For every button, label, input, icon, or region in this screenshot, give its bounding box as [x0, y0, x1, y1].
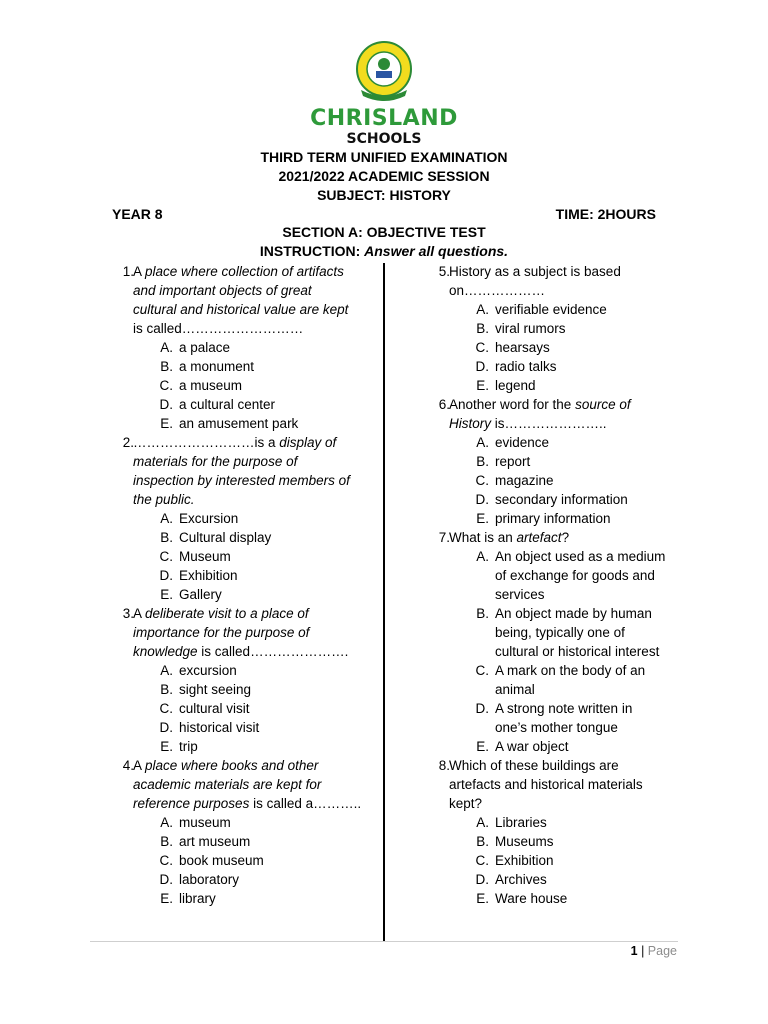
option-text: cultural visit — [179, 701, 250, 716]
question-text: A place where collection of artifacts and important objects of great cultural and historical value are kept is called……………………… — [133, 264, 349, 336]
school-name: CHRISLAND — [310, 106, 458, 131]
column-divider — [383, 263, 385, 941]
option-text: hearsays — [495, 340, 550, 355]
option-letter: C. — [475, 853, 489, 868]
option-text: A mark on the body of an animal — [495, 663, 646, 697]
question-text: History as a subject is based on……………… — [449, 264, 621, 298]
option-letter: D. — [159, 397, 173, 412]
option-letter: D. — [475, 492, 489, 507]
option-letter: C. — [159, 701, 173, 716]
option-text: library — [179, 891, 216, 906]
question-number: 8. — [438, 758, 450, 773]
option-text: radio talks — [495, 359, 557, 374]
option-letter: C. — [475, 473, 489, 488]
option-letter: C. — [475, 340, 489, 355]
option-letter: E. — [476, 739, 489, 754]
option-letter: B. — [160, 834, 173, 849]
question-text: Which of these buildings are artefacts and historical materials kept? — [449, 758, 643, 811]
question-text: ………………………is a display of materials for the purpose of inspection by interested members of the public. — [133, 435, 350, 507]
option-letter: A. — [476, 435, 489, 450]
option-text: Libraries — [495, 815, 547, 830]
option-text: book museum — [179, 853, 264, 868]
option-letter: D. — [475, 701, 489, 716]
page-footer — [631, 944, 677, 958]
option-text: art museum — [179, 834, 251, 849]
option-text: a palace — [179, 340, 231, 355]
option-text: laboratory — [179, 872, 240, 887]
option-text: Museum — [179, 549, 231, 564]
footer-rule — [90, 941, 678, 942]
question-number: 5. — [438, 264, 450, 279]
option-letter: A. — [476, 815, 489, 830]
question-text: A place where books and other academic materials are kept for reference purposes is called a……….. — [133, 758, 362, 811]
subject-line: SUBJECT: HISTORY — [317, 187, 451, 203]
question-number: 7. — [438, 530, 450, 545]
question-number: 2. — [122, 435, 134, 450]
page-label: Page — [647, 944, 677, 958]
option-letter: B. — [160, 359, 173, 374]
instruction-text: Answer all questions. — [364, 243, 509, 259]
option-text: trip — [179, 739, 198, 754]
option-letter: A. — [160, 815, 173, 830]
option-letter: B. — [476, 321, 489, 336]
option-letter: E. — [160, 416, 173, 431]
option-letter: B. — [476, 834, 489, 849]
option-text: historical visit — [179, 720, 260, 735]
question-number: 4. — [122, 758, 134, 773]
school-subtitle: SCHOOLS — [346, 131, 422, 147]
option-text: A war object — [495, 739, 569, 754]
option-text: primary information — [495, 511, 611, 526]
option-text: legend — [495, 378, 536, 393]
school-logo — [355, 40, 413, 106]
option-text: evidence — [495, 435, 550, 450]
option-text: viral rumors — [495, 321, 566, 336]
page-number: 1 — [630, 944, 638, 958]
option-letter: C. — [159, 378, 173, 393]
option-letter: E. — [476, 378, 489, 393]
option-letter: D. — [159, 872, 173, 887]
page-separator: | — [641, 944, 645, 958]
question-number: 1. — [122, 264, 134, 279]
option-letter: E. — [476, 511, 489, 526]
option-letter: A. — [476, 302, 489, 317]
instruction-label: INSTRUCTION: — [259, 243, 361, 259]
option-text: An object made by human being, typically one of cultural or historical interest — [495, 606, 660, 659]
option-letter: C. — [159, 853, 173, 868]
option-text: Cultural display — [179, 530, 272, 545]
option-text: an amusement park — [179, 416, 299, 431]
question-text: A deliberate visit to a place of importance for the purpose of knowledge is called…………………. — [133, 606, 349, 659]
option-letter: D. — [475, 872, 489, 887]
option-text: An object used as a medium of exchange for goods and services — [495, 549, 666, 602]
option-text: a monument — [179, 359, 255, 374]
option-text: museum — [179, 815, 231, 830]
option-letter: B. — [476, 454, 489, 469]
option-text: magazine — [495, 473, 554, 488]
instruction-line — [0, 243, 768, 259]
option-text: Ware house — [495, 891, 568, 906]
option-text: Gallery — [179, 587, 222, 602]
option-letter: C. — [159, 549, 173, 564]
class-label: YEAR 8 — [112, 206, 163, 222]
option-text: A strong note written in one’s mother tongue — [495, 701, 633, 735]
question-number: 3. — [122, 606, 134, 621]
option-letter: D. — [159, 568, 173, 583]
option-text: Excursion — [179, 511, 239, 526]
option-text: Museums — [495, 834, 554, 849]
option-text: Exhibition — [495, 853, 554, 868]
option-letter: A. — [476, 549, 489, 564]
question-number: 6. — [438, 397, 450, 412]
option-letter: D. — [159, 720, 173, 735]
option-text: secondary information — [495, 492, 628, 507]
option-text: excursion — [179, 663, 237, 678]
option-letter: D. — [475, 359, 489, 374]
question-text: Another word for the source of History is………………….. — [449, 397, 631, 431]
option-letter: A. — [160, 663, 173, 678]
option-letter: B. — [476, 606, 489, 621]
academic-session: 2021/2022 ACADEMIC SESSION — [278, 168, 490, 184]
option-letter: B. — [160, 682, 173, 697]
option-letter: E. — [160, 587, 173, 602]
question-text: What is an artefact? — [449, 530, 570, 545]
option-letter: B. — [160, 530, 173, 545]
option-text: Exhibition — [179, 568, 238, 583]
option-text: verifiable evidence — [495, 302, 607, 317]
option-text: Archives — [495, 872, 547, 887]
option-letter: E. — [476, 891, 489, 906]
exam-title: THIRD TERM UNIFIED EXAMINATION — [260, 149, 508, 165]
option-letter: E. — [160, 891, 173, 906]
option-letter: C. — [475, 663, 489, 678]
section-title: SECTION A: OBJECTIVE TEST — [282, 224, 486, 240]
option-letter: A. — [160, 511, 173, 526]
option-text: a cultural center — [179, 397, 276, 412]
time-label: TIME: 2HOURS — [555, 206, 656, 222]
option-text: report — [495, 454, 531, 469]
option-text: sight seeing — [179, 682, 252, 697]
option-letter: A. — [160, 340, 173, 355]
option-letter: E. — [160, 739, 173, 754]
option-text: a museum — [179, 378, 243, 393]
